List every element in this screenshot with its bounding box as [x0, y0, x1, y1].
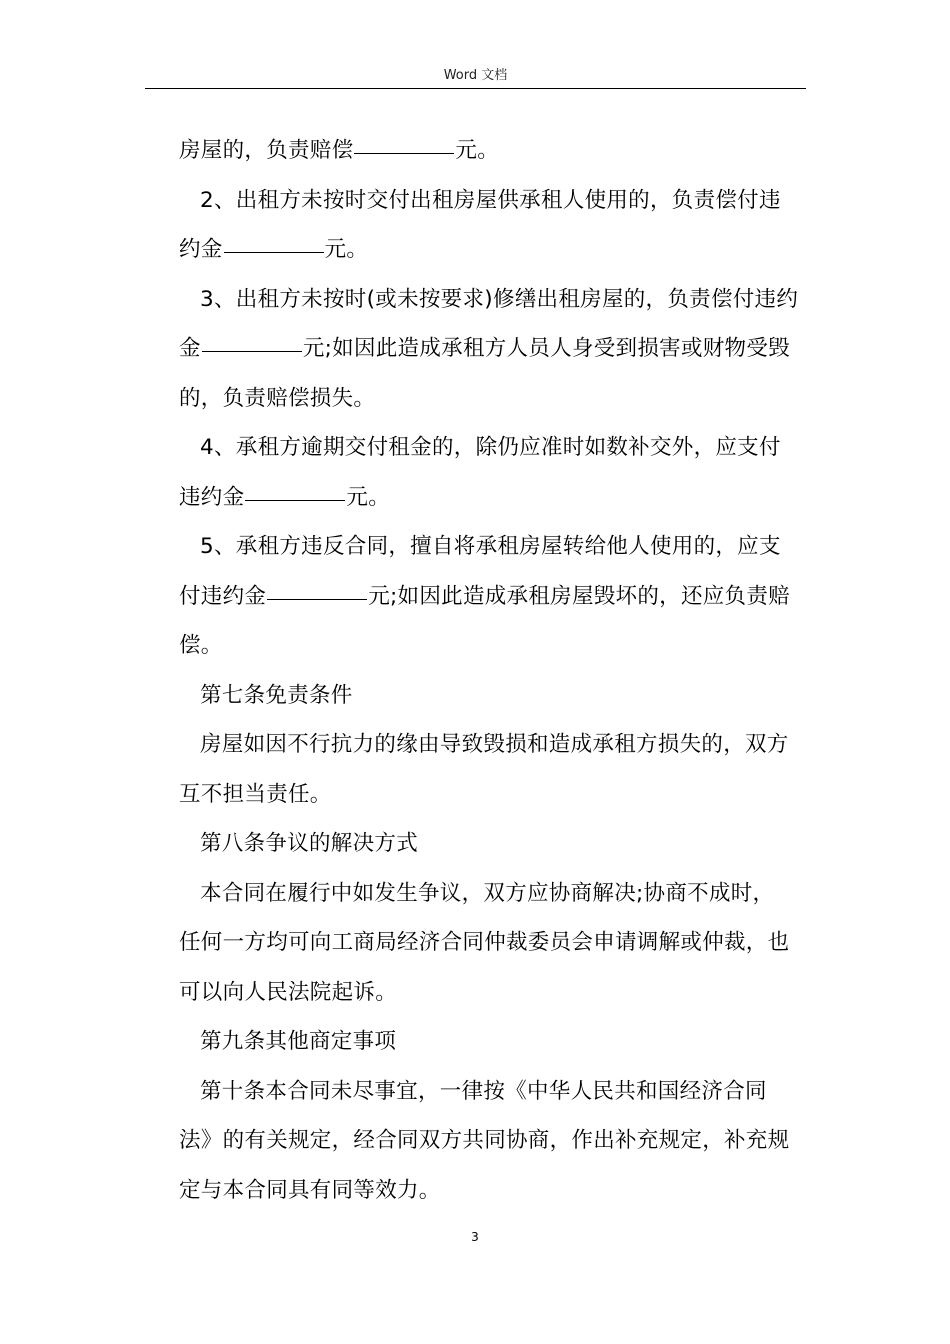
fill-in-blank: [202, 350, 302, 352]
text-line: 金 元;如因此造成承租方人员人身受到损害或财物受毁: [179, 336, 790, 361]
article-8-heading: 第八条争议的解决方式: [200, 831, 419, 856]
page-number: 3: [471, 1230, 479, 1244]
article-8-body: 本合同在履行中如发生争议，双方应协商解决;协商不成时，: [200, 880, 775, 906]
article-7-body: 房屋如因不行抗力的缘由导致毁损和造成承租方损失的，双方: [200, 732, 789, 757]
fill-in-blank: [224, 251, 324, 253]
text-line: 互不担当责任。: [179, 781, 332, 807]
clause-2: 2、出租方未按时交付出租房屋供承租人使用的，负责偿付违: [200, 187, 781, 213]
text-line: 可以向人民法院起诉。: [179, 979, 398, 1005]
text-line: 定与本合同具有同等效力。: [179, 1177, 441, 1203]
clause-3: 3、出租方未按时(或未按要求)修缮出租房屋的，负责偿付违约: [200, 286, 799, 312]
text-line: 约金 元。: [179, 237, 369, 262]
document-body: [179, 126, 819, 1215]
article-10-body: 第十条本合同未尽事宜，一律按《中华人民共和国经济合同: [200, 1078, 767, 1104]
article-7-heading: 第七条免责条件: [200, 682, 353, 708]
page-header: Word 文档: [443, 68, 508, 83]
fill-in-blank: [354, 152, 454, 154]
text-line: 房屋的，负责赔偿 元。: [179, 138, 500, 163]
fill-in-blank: [245, 499, 345, 501]
clause-5: 5、承租方违反合同，擅自将承租房屋转给他人使用的，应支: [200, 534, 781, 559]
header-rule: [145, 88, 806, 89]
text-line: 任何一方均可向工商局经济合同仲裁委员会申请调解或仲裁，也: [179, 930, 790, 955]
fill-in-blank: [267, 598, 367, 600]
text-line: 法》的有关规定，经合同双方共同协商，作出补充规定，补充规: [179, 1128, 790, 1153]
text-line: 的，负责赔偿损失。: [179, 385, 376, 411]
text-line: 偿。: [179, 633, 223, 658]
article-9-heading: 第九条其他商定事项: [200, 1029, 397, 1054]
clause-4: 4、承租方逾期交付租金的，除仍应准时如数补交外，应支付: [200, 435, 781, 460]
text-line: 付违约金 元;如因此造成承租房屋毁坏的，还应负责赔: [179, 583, 790, 609]
text-line: 违约金 元。: [179, 484, 391, 510]
